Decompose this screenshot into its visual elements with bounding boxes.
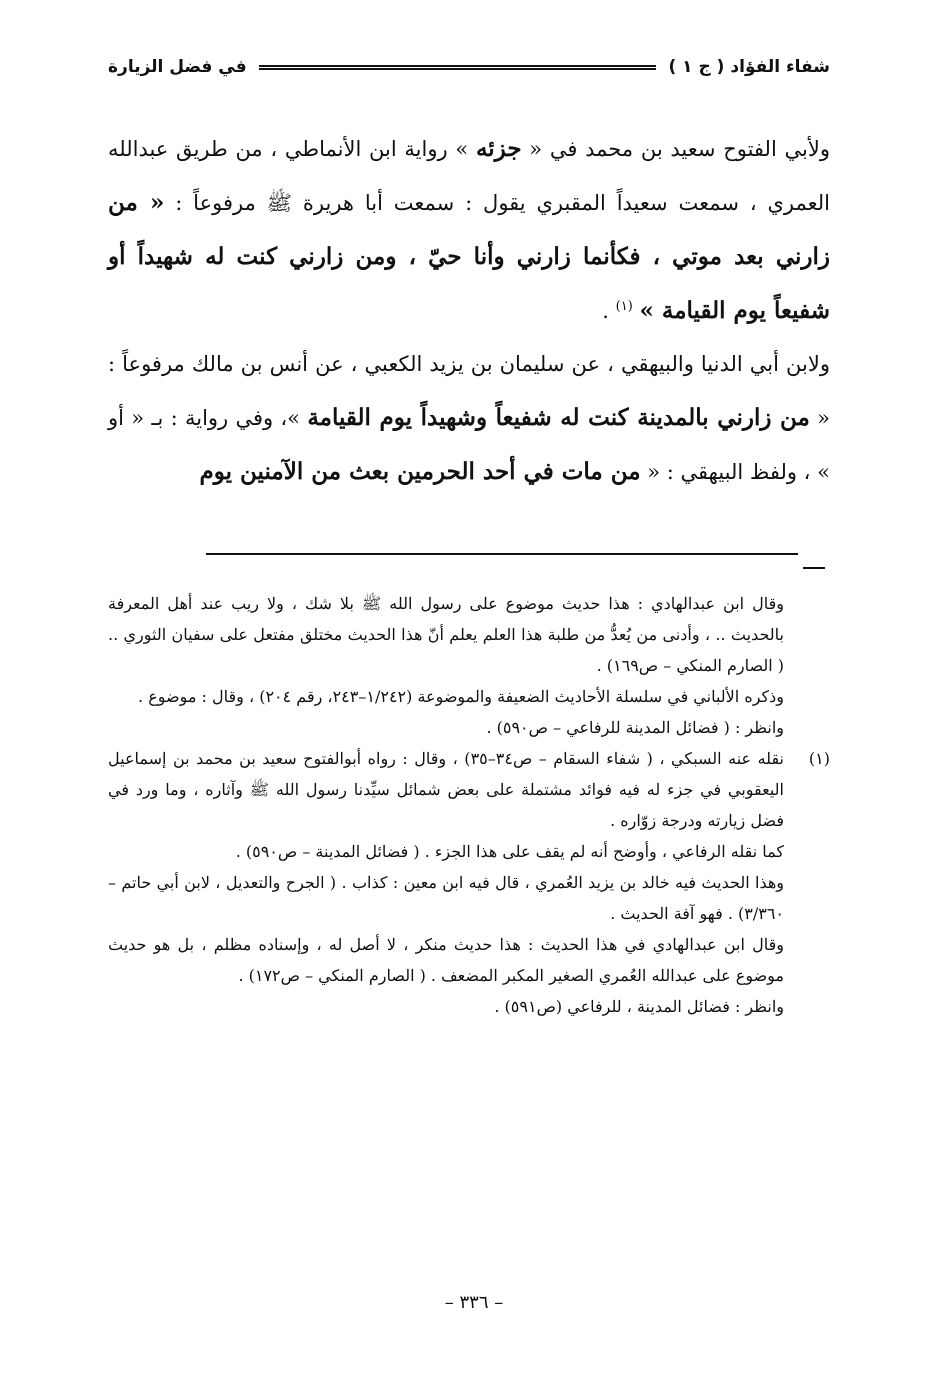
hadith-quote: من مات في أحد الحرمين بعث من الآمنين يوم bbox=[199, 458, 641, 485]
hadith-quote: « من زارني بعد موتي ، فكأنما زارني وأنا حيّ ، ومن زارني كنت له شهيداً أو شفيعاً يوم القيامة » bbox=[108, 189, 830, 324]
main-paragraph-2 bbox=[108, 338, 830, 499]
footnote-paragraph: وقال ابن عبدالهادي في هذا الحديث : هذا حديث منكر ، لا أصل له ، وإسناده مظلم ، بل هو حديث موضوع على عبدالله العُمري الصغير المكبر المضعف . ( الصارم المنكي – ص١٧٢) . bbox=[108, 935, 785, 985]
footnote-separator bbox=[206, 553, 798, 555]
footnote-continuation-paragraph: وقال ابن عبدالهادي : هذا حديث موضوع على رسول الله ﷺ بلا شك ، ولا ريب عند أهل المعرفة بالحديث .. ، وأدنى من يُعدُّ من طلبة هذا العلم يعلم أنّ هذا الحديث مختلق مفتعل على سفيان الثوري .. ( الصارم المنكي – ص١٦٩) . bbox=[108, 594, 784, 675]
footnote-continuation-paragraph: وذكره الألباني في سلسلة الأحاديث الضعيفة والموضوعة (١/٢٤٢–٢٤٣، رقم ٢٠٤) ، وقال : موضوع . bbox=[138, 687, 784, 706]
footnote-1 bbox=[108, 743, 830, 1022]
footnote-paragraph: وانظر : فضائل المدينة ، للرفاعي (ص٥٩١) . bbox=[494, 997, 784, 1016]
text-segment: » رواية ابن الأنماطي ، من طريق عبدالله العمري ، سمعت سعيداً المقبري يقول : سمعت أبا هريرة ﷺ مرفوعاً : bbox=[108, 137, 830, 215]
header-volume: ( ج ١ ) bbox=[668, 57, 725, 77]
main-text bbox=[108, 122, 830, 499]
footnote-body bbox=[108, 743, 784, 1022]
header-book-title: شفاء الفؤاد bbox=[730, 57, 830, 77]
running-header bbox=[108, 50, 830, 84]
text-segment: »، وفي رواية : بـ « أو » ، ولفظ البيهقي : « bbox=[108, 406, 830, 484]
footnote-number: (١) bbox=[808, 749, 830, 768]
header-chapter-title: في فضل الزيارة bbox=[108, 57, 247, 77]
text-segment: . bbox=[602, 299, 616, 323]
page-number: – ٣٣٦ – bbox=[444, 1292, 504, 1313]
footnote-reference: (١) bbox=[615, 299, 633, 314]
footnote-continuation-paragraph: وانظر : ( فضائل المدينة للرفاعي – ص٥٩٠) . bbox=[486, 718, 784, 737]
text-segment: ولابن أبي الدنيا والبيهقي ، عن سليمان بن يزيد الكعبي ، عن أنس بن مالك مرفوعاً : « bbox=[108, 352, 831, 430]
footnote-paragraph: كما نقله الرفاعي ، وأوضح أنه لم يقف على هذا الجزء . ( فضائل المدينة – ص٥٩٠) . bbox=[235, 842, 784, 861]
main-paragraph-1 bbox=[108, 122, 830, 338]
footnote-paragraph: وهذا الحديث فيه خالد بن يزيد العُمري ، قال فيه ابن معين : كذاب . ( الجرح والتعديل ، لابن أبي حاتم – ٣/٣٦٠) . فهو آفة الحديث . bbox=[108, 873, 784, 923]
footnote-continuation-mark bbox=[803, 567, 825, 569]
footnote-paragraph: نقله عنه السبكي ، ( شفاء السقام – ص٣٤–٣٥) ، وقال : رواه أبوالفتوح سعيد بن محمد بن إسماعيل اليعقوبي في جزء له فيه فوائد مشتملة على بعض شمائل سيِّدنا رسول الله ﷺ وآثاره ، وما ورد في فضل زيارته ودرجة زوّاره . bbox=[108, 749, 785, 830]
footnotes bbox=[108, 588, 830, 1022]
hadith-quote: من زارني بالمدينة كنت له شفيعاً وشهيداً يوم القيامة bbox=[307, 404, 810, 431]
header-book-info bbox=[668, 57, 830, 77]
text-segment-bold: جزئه bbox=[475, 135, 522, 162]
text-segment: ولأبي الفتوح سعيد بن محمد في « bbox=[521, 137, 830, 161]
header-rule bbox=[259, 65, 657, 70]
